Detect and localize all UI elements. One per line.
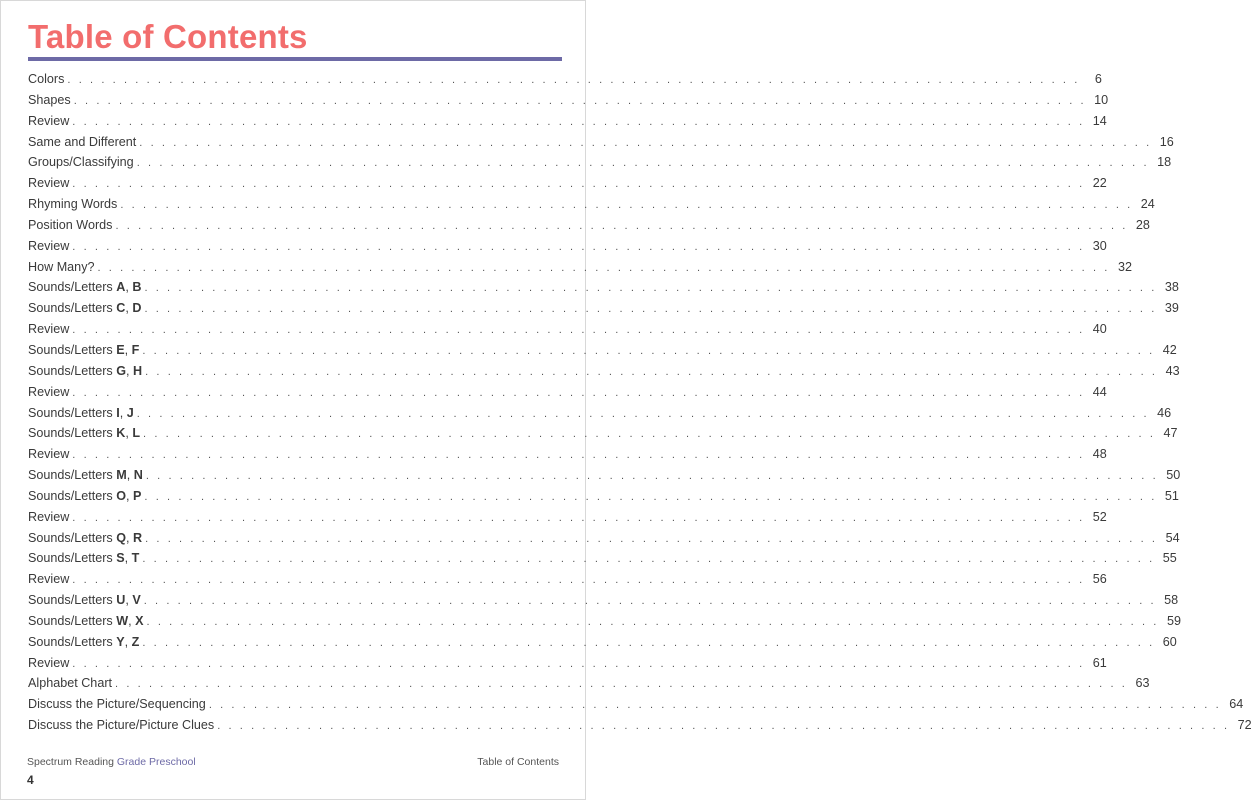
- toc-entry-letter: B: [132, 280, 142, 295]
- toc-entry: [28, 173, 1107, 194]
- footer-grade: Grade Preschool: [116, 756, 196, 768]
- toc-entry-letter: F: [131, 342, 140, 357]
- toc-entry-label: [28, 257, 98, 278]
- toc-dot-leader: . . . . . . . . . . . . . . . . . . . . . . . . . . . . . . . . . . . . . . . . . . . . . . . . . . . . . . . . . . . . . . . . . . . . . . . . . . . . . . . . . . . . . . . . . .: [120, 199, 1133, 212]
- toc-entry-label: Sounds/Letters W, X: [28, 613, 144, 628]
- toc-entry-label: Sounds/Letters S, T: [28, 551, 140, 566]
- toc-dot-leader: . . . . . . . . . . . . . . . . . . . . . . . . . . . . . . . . . . . . . . . . . . . . . . . . . . . . . . . . . . . . . . . . . . . . . . . . . . . . . . . . . . . . . . . . . .: [97, 261, 1110, 274]
- toc-entry-letter: Y: [116, 634, 125, 649]
- toc-entry-label: [28, 194, 120, 215]
- toc-entry: [28, 194, 1155, 215]
- toc-entry-title: Review: [28, 113, 70, 128]
- page-number: 4: [27, 773, 34, 787]
- toc-entry-label: [28, 215, 115, 236]
- toc-dot-leader: . . . . . . . . . . . . . . . . . . . . . . . . . . . . . . . . . . . . . . . . . . . . . . . . . . . . . . . . . . . . . . . . . . . . . . . . . . . . . . . . . . . . . . . . . .: [145, 365, 1158, 378]
- toc-dot-leader: . . . . . . . . . . . . . . . . . . . . . . . . . . . . . . . . . . . . . . . . . . . . . . . . . . . . . . . . . . . . . . . . . . . . . . . . . . . . . . . . . . . . . . . . . .: [115, 678, 1128, 691]
- toc-entry-title: Sounds/Letters: [28, 613, 117, 628]
- toc-entry-label: [28, 382, 72, 403]
- toc-entry: [28, 215, 1150, 236]
- toc-entry-label: [28, 152, 137, 173]
- toc-entry-title: Same and Different: [28, 134, 137, 149]
- toc-entry: [28, 257, 1132, 278]
- toc-entry-label: [28, 444, 72, 465]
- toc-entry-letter: A: [116, 280, 126, 295]
- toc-entry: [28, 340, 1177, 361]
- toc-dot-leader: . . . . . . . . . . . . . . . . . . . . . . . . . . . . . . . . . . . . . . . . . . . . . . . . . . . . . . . . . . . . . . . . . . . . . . . . . . . . . . . . . . . . . . . . . .: [142, 553, 1155, 566]
- toc-entry-title: Review: [28, 447, 70, 462]
- toc-entry-title: Sounds/Letters: [28, 426, 117, 441]
- toc-entry-label: [28, 111, 72, 132]
- toc-entry: [28, 528, 1180, 549]
- toc-entry-letter: C: [116, 301, 126, 316]
- toc-entry: [28, 236, 1107, 257]
- toc-entry: [28, 423, 1178, 444]
- toc-dot-leader: . . . . . . . . . . . . . . . . . . . . . . . . . . . . . . . . . . . . . . . . . . . . . . . . . . . . . . . . . . . . . . . . . . . . . . . . . . . . . . . . . . . . . . . . . .: [146, 615, 1159, 628]
- toc-dot-leader: . . . . . . . . . . . . . . . . . . . . . . . . . . . . . . . . . . . . . . . . . . . . . . . . . . . . . . . . . . . . . . . . . . . . . . . . . . . . . . . . . . . . . . . . . .: [217, 720, 1230, 733]
- toc-entry-label: [28, 673, 115, 694]
- toc-entry-label: [28, 236, 72, 257]
- toc-entry-title: Sounds/Letters: [28, 634, 117, 649]
- toc-dot-leader: . . . . . . . . . . . . . . . . . . . . . . . . . . . . . . . . . . . . . . . . . . . . . . . . . . . . . . . . . . . . . . . . . . . . . . . . . . . . . . . . . . . . . . . . . .: [72, 449, 1085, 462]
- toc-dot-leader: . . . . . . . . . . . . . . . . . . . . . . . . . . . . . . . . . . . . . . . . . . . . . . . . . . . . . . . . . . . . . . . . . . . . . . . . . . . . . . . . . . . . . . . . . .: [144, 490, 1157, 503]
- toc-entry-label: Sounds/Letters I, J: [28, 405, 134, 420]
- toc-dot-leader: . . . . . . . . . . . . . . . . . . . . . . . . . . . . . . . . . . . . . . . . . . . . . . . . . . . . . . . . . . . . . . . . . . . . . . . . . . . . . . . . . . . . . . . . . .: [72, 178, 1085, 191]
- toc-entry-title: Discuss the Picture/Sequencing: [28, 697, 206, 712]
- toc-entry-page: 51: [1164, 488, 1179, 503]
- toc-entry-page: 48: [1092, 447, 1107, 462]
- toc-entry: [28, 382, 1107, 403]
- toc-entry-page: 44: [1092, 384, 1107, 399]
- toc-dot-leader: . . . . . . . . . . . . . . . . . . . . . . . . . . . . . . . . . . . . . . . . . . . . . . . . . . . . . . . . . . . . . . . . . . . . . . . . . . . . . . . . . . . . . . . . . .: [142, 636, 1155, 649]
- toc-entry: [28, 152, 1172, 173]
- toc-entry-label: Sounds/Letters C, D: [28, 301, 142, 316]
- toc-entry-page: 55: [1162, 551, 1177, 566]
- toc-entry-label: [28, 694, 209, 715]
- toc-entry-label: Sounds/Letters Q, R: [28, 530, 143, 545]
- toc-entry-label: Sounds/Letters G, H: [28, 363, 143, 378]
- toc-entry-label: [28, 319, 72, 340]
- toc-entry: [28, 361, 1180, 382]
- toc-entry-letter: E: [116, 342, 125, 357]
- toc-entry-title: Review: [28, 322, 70, 337]
- toc-entry-label: [28, 132, 139, 153]
- page-title: Table of Contents: [28, 18, 308, 55]
- toc-entry-page: 56: [1092, 572, 1107, 587]
- toc-entry: [28, 673, 1150, 694]
- toc-entry-page: 50: [1166, 468, 1181, 483]
- toc-entry-page: 28: [1135, 217, 1150, 232]
- toc-entry-page: 43: [1165, 363, 1180, 378]
- toc-entry-label: Sounds/Letters A, B: [28, 280, 142, 295]
- toc-entry-page: 10: [1094, 92, 1109, 107]
- toc-entry: [28, 465, 1181, 486]
- toc-entry-label: [28, 569, 72, 590]
- toc-entry-letter: D: [132, 301, 142, 316]
- toc-entry: [28, 632, 1177, 653]
- toc-entry-title: Discuss the Picture/Picture Clues: [28, 718, 215, 733]
- toc-entry-title: Position Words: [28, 217, 113, 232]
- toc-entry-page: 52: [1092, 509, 1107, 524]
- toc-entry-title: Review: [28, 509, 70, 524]
- toc-entry: [28, 715, 1252, 736]
- toc-entry-page: 16: [1159, 134, 1174, 149]
- toc-entry-title: Alphabet Chart: [28, 676, 113, 691]
- toc-entry-letter: S: [116, 551, 125, 566]
- toc-entry-letter: J: [126, 405, 134, 420]
- toc-entry-label: [28, 507, 72, 528]
- toc-entry-label: [28, 653, 72, 674]
- toc-entry-page: 39: [1164, 301, 1179, 316]
- toc-entry-page: 59: [1166, 613, 1181, 628]
- toc-entry: [28, 569, 1107, 590]
- toc-entry-letter: T: [131, 551, 140, 566]
- toc-dot-leader: . . . . . . . . . . . . . . . . . . . . . . . . . . . . . . . . . . . . . . . . . . . . . . . . . . . . . . . . . . . . . . . . . . . . . . . . . . . . . . . . . . . . . . . . . .: [144, 282, 1157, 295]
- toc-dot-leader: . . . . . . . . . . . . . . . . . . . . . . . . . . . . . . . . . . . . . . . . . . . . . . . . . . . . . . . . . . . . . . . . . . . . . . . . . . . . . . . . . . . . . . . . . .: [208, 699, 1222, 712]
- toc-dot-leader: . . . . . . . . . . . . . . . . . . . . . . . . . . . . . . . . . . . . . . . . . . . . . . . . . . . . . . . . . . . . . . . . . . . . . . . . . . . . . . . . . . . . . . . . . .: [72, 511, 1085, 524]
- toc-dot-leader: . . . . . . . . . . . . . . . . . . . . . . . . . . . . . . . . . . . . . . . . . . . . . . . . . . . . . . . . . . . . . . . . . . . . . . . . . . . . . . . . . . . . . . . . . .: [115, 219, 1128, 232]
- toc-dot-leader: . . . . . . . . . . . . . . . . . . . . . . . . . . . . . . . . . . . . . . . . . . . . . . . . . . . . . . . . . . . . . . . . . . . . . . . . . . . . . . . . . . . . . . . . . .: [136, 407, 1150, 420]
- toc-entry-label: Sounds/Letters U, V: [28, 593, 141, 608]
- toc-dot-leader: . . . . . . . . . . . . . . . . . . . . . . . . . . . . . . . . . . . . . . . . . . . . . . . . . . . . . . . . . . . . . . . . . . . . . . . . . . . . . . . . . . . . . . . . . .: [145, 470, 1159, 483]
- toc-entry-label: [28, 715, 217, 736]
- toc-entry-title: Colors: [28, 72, 65, 86]
- toc-entry: [28, 694, 1244, 715]
- toc-entry-label: Sounds/Letters O, P: [28, 488, 142, 503]
- toc-entry-label: Sounds/Letters Y, Z: [28, 634, 140, 649]
- toc-dot-leader: . . . . . . . . . . . . . . . . . . . . . . . . . . . . . . . . . . . . . . . . . . . . . . . . . . . . . . . . . . . . . . . . . . . . . . . . . . . . . . . . . . . . . . . . . .: [142, 344, 1155, 357]
- toc-entry-letter: W: [116, 613, 129, 628]
- toc-entry-title: Sounds/Letters: [28, 551, 117, 566]
- toc-entry-title: Review: [28, 655, 70, 670]
- toc-entry-page: 6: [1094, 72, 1102, 86]
- toc-entry-page: 14: [1092, 113, 1107, 128]
- toc-dot-leader: . . . . . . . . . . . . . . . . . . . . . . . . . . . . . . . . . . . . . . . . . . . . . . . . . . . . . . . . . . . . . . . . . . . . . . . . . . . . . . . . . . . . . . . . . .: [144, 303, 1157, 316]
- toc-entry-page: 24: [1140, 197, 1155, 212]
- toc-entry-letter: N: [133, 468, 143, 483]
- toc-entry-page: 18: [1157, 155, 1172, 170]
- toc-entry-page: 46: [1157, 405, 1172, 420]
- toc-dot-leader: . . . . . . . . . . . . . . . . . . . . . . . . . . . . . . . . . . . . . . . . . . . . . . . . . . . . . . . . . . . . . . . . . . . . . . . . . . . . . . . . . . . . . . . . . .: [72, 386, 1085, 399]
- toc-dot-leader: . . . . . . . . . . . . . . . . . . . . . . . . . . . . . . . . . . . . . . . . . . . . . . . . . . . . . . . . . . . . . . . . . . . . . . . . . . . . . . . . . . . . . . . . . .: [143, 428, 1156, 441]
- toc-entry: [28, 319, 1107, 340]
- toc-dot-leader: . . . . . . . . . . . . . . . . . . . . . . . . . . . . . . . . . . . . . . . . . . . . . . . . . . . . . . . . . . . . . . . . . . . . . . . . . . . . . . . . . . . . . . . . . .: [136, 157, 1150, 170]
- toc-entry-label: [28, 90, 74, 111]
- toc-entry-title: Sounds/Letters: [28, 530, 117, 545]
- toc-entry-letter: R: [133, 530, 143, 545]
- toc-entry-letter: P: [133, 488, 142, 503]
- toc-entry-title: Sounds/Letters: [28, 363, 117, 378]
- toc-entry-title: Sounds/Letters: [28, 488, 117, 503]
- toc-entry-letter: O: [116, 488, 127, 503]
- toc-entry: [28, 132, 1174, 153]
- toc-entry-title: Sounds/Letters: [28, 593, 117, 608]
- toc-entry: [28, 111, 1107, 132]
- toc-entry-letter: H: [133, 363, 143, 378]
- toc-entry-page: 38: [1164, 280, 1179, 295]
- toc-dot-leader: . . . . . . . . . . . . . . . . . . . . . . . . . . . . . . . . . . . . . . . . . . . . . . . . . . . . . . . . . . . . . . . . . . . . . . . . . . . . . . . . . . . . . . . . . .: [67, 74, 1080, 86]
- toc-dot-leader: . . . . . . . . . . . . . . . . . . . . . . . . . . . . . . . . . . . . . . . . . . . . . . . . . . . . . . . . . . . . . . . . . . . . . . . . . . . . . . . . . . . . . . . . . .: [145, 532, 1158, 545]
- footer-book-title: [27, 756, 196, 768]
- toc-entry-page: 40: [1092, 322, 1107, 337]
- toc-entry-label: Sounds/Letters K, L: [28, 426, 141, 441]
- toc-entry-title: Shapes: [28, 92, 71, 107]
- toc-entry-label: Sounds/Letters E, F: [28, 342, 140, 357]
- toc-entry: [28, 590, 1179, 611]
- toc-entry-page: 58: [1164, 593, 1179, 608]
- toc-entry-title: How Many?: [28, 259, 95, 274]
- toc-entry: [28, 653, 1107, 674]
- toc-entry: [28, 403, 1172, 424]
- toc-entry-label: [28, 69, 67, 90]
- toc-entry-page: 60: [1162, 634, 1177, 649]
- toc-entry-letter: L: [132, 426, 141, 441]
- toc-entry-title: Review: [28, 176, 70, 191]
- toc-entry: [28, 444, 1107, 465]
- toc-entry-letter: M: [116, 468, 127, 483]
- toc-dot-leader: . . . . . . . . . . . . . . . . . . . . . . . . . . . . . . . . . . . . . . . . . . . . . . . . . . . . . . . . . . . . . . . . . . . . . . . . . . . . . . . . . . . . . . . . . .: [72, 324, 1085, 337]
- toc-entry: [28, 277, 1179, 298]
- toc-entry-title: Review: [28, 384, 70, 399]
- toc-entry-page: 47: [1163, 426, 1178, 441]
- toc-dot-leader: . . . . . . . . . . . . . . . . . . . . . . . . . . . . . . . . . . . . . . . . . . . . . . . . . . . . . . . . . . . . . . . . . . . . . . . . . . . . . . . . . . . . . . . . . .: [143, 595, 1157, 608]
- toc-entry-letter: I: [116, 405, 120, 420]
- toc-dot-leader: . . . . . . . . . . . . . . . . . . . . . . . . . . . . . . . . . . . . . . . . . . . . . . . . . . . . . . . . . . . . . . . . . . . . . . . . . . . . . . . . . . . . . . . . . .: [72, 240, 1085, 253]
- toc-entry-title: Sounds/Letters: [28, 405, 117, 420]
- toc-entry-page: 64: [1229, 697, 1244, 712]
- toc-entry-letter: Q: [116, 530, 127, 545]
- toc-entry-page: 22: [1092, 176, 1107, 191]
- toc-entry-letter: X: [135, 613, 144, 628]
- toc-entry-title: Groups/Classifying: [28, 155, 134, 170]
- toc-dot-leader: . . . . . . . . . . . . . . . . . . . . . . . . . . . . . . . . . . . . . . . . . . . . . . . . . . . . . . . . . . . . . . . . . . . . . . . . . . . . . . . . . . . . . . . . . .: [139, 136, 1152, 149]
- toc-dot-leader: . . . . . . . . . . . . . . . . . . . . . . . . . . . . . . . . . . . . . . . . . . . . . . . . . . . . . . . . . . . . . . . . . . . . . . . . . . . . . . . . . . . . . . . . . .: [72, 574, 1085, 587]
- toc-dot-leader: . . . . . . . . . . . . . . . . . . . . . . . . . . . . . . . . . . . . . . . . . . . . . . . . . . . . . . . . . . . . . . . . . . . . . . . . . . . . . . . . . . . . . . . . . .: [72, 115, 1085, 128]
- toc-entry-label: [28, 173, 72, 194]
- toc-entry: [28, 90, 1109, 111]
- toc-entry-letter: V: [132, 593, 141, 608]
- toc-entry: [28, 548, 1177, 569]
- footer-section: Table of Contents: [477, 756, 559, 768]
- toc-dot-leader: . . . . . . . . . . . . . . . . . . . . . . . . . . . . . . . . . . . . . . . . . . . . . . . . . . . . . . . . . . . . . . . . . . . . . . . . . . . . . . . . . . . . . . . . . .: [73, 94, 1087, 107]
- toc-entry-label: Sounds/Letters M, N: [28, 468, 143, 483]
- toc-entry-page: 30: [1092, 238, 1107, 253]
- toc-entry-page: 61: [1092, 655, 1107, 670]
- toc-entry-letter: K: [116, 426, 126, 441]
- table-of-contents-list: [28, 69, 1252, 736]
- title-underline: [28, 57, 562, 61]
- toc-entry: [28, 507, 1107, 528]
- toc-entry-page: 54: [1165, 530, 1180, 545]
- toc-entry: [28, 298, 1179, 319]
- toc-entry: [28, 611, 1181, 632]
- footer-series: Spectrum Reading: [27, 756, 114, 768]
- toc-entry-page: 63: [1135, 676, 1150, 691]
- toc-entry-letter: U: [116, 593, 126, 608]
- toc-entry-title: Sounds/Letters: [28, 280, 117, 295]
- toc-entry: [28, 486, 1179, 507]
- toc-entry-page: 32: [1117, 259, 1132, 274]
- toc-entry-title: Review: [28, 572, 70, 587]
- toc-entry-page: 72: [1237, 718, 1252, 733]
- toc-entry-title: Sounds/Letters: [28, 342, 117, 357]
- toc-entry-letter: G: [116, 363, 127, 378]
- toc-entry-page: 42: [1162, 342, 1177, 357]
- toc-entry: [28, 69, 1102, 90]
- toc-entry-letter: Z: [131, 634, 140, 649]
- toc-entry-title: Sounds/Letters: [28, 468, 117, 483]
- toc-dot-leader: . . . . . . . . . . . . . . . . . . . . . . . . . . . . . . . . . . . . . . . . . . . . . . . . . . . . . . . . . . . . . . . . . . . . . . . . . . . . . . . . . . . . . . . . . .: [72, 657, 1085, 670]
- toc-entry-title: Sounds/Letters: [28, 301, 117, 316]
- toc-entry-title: Review: [28, 238, 70, 253]
- toc-entry-title: Rhyming Words: [28, 197, 118, 212]
